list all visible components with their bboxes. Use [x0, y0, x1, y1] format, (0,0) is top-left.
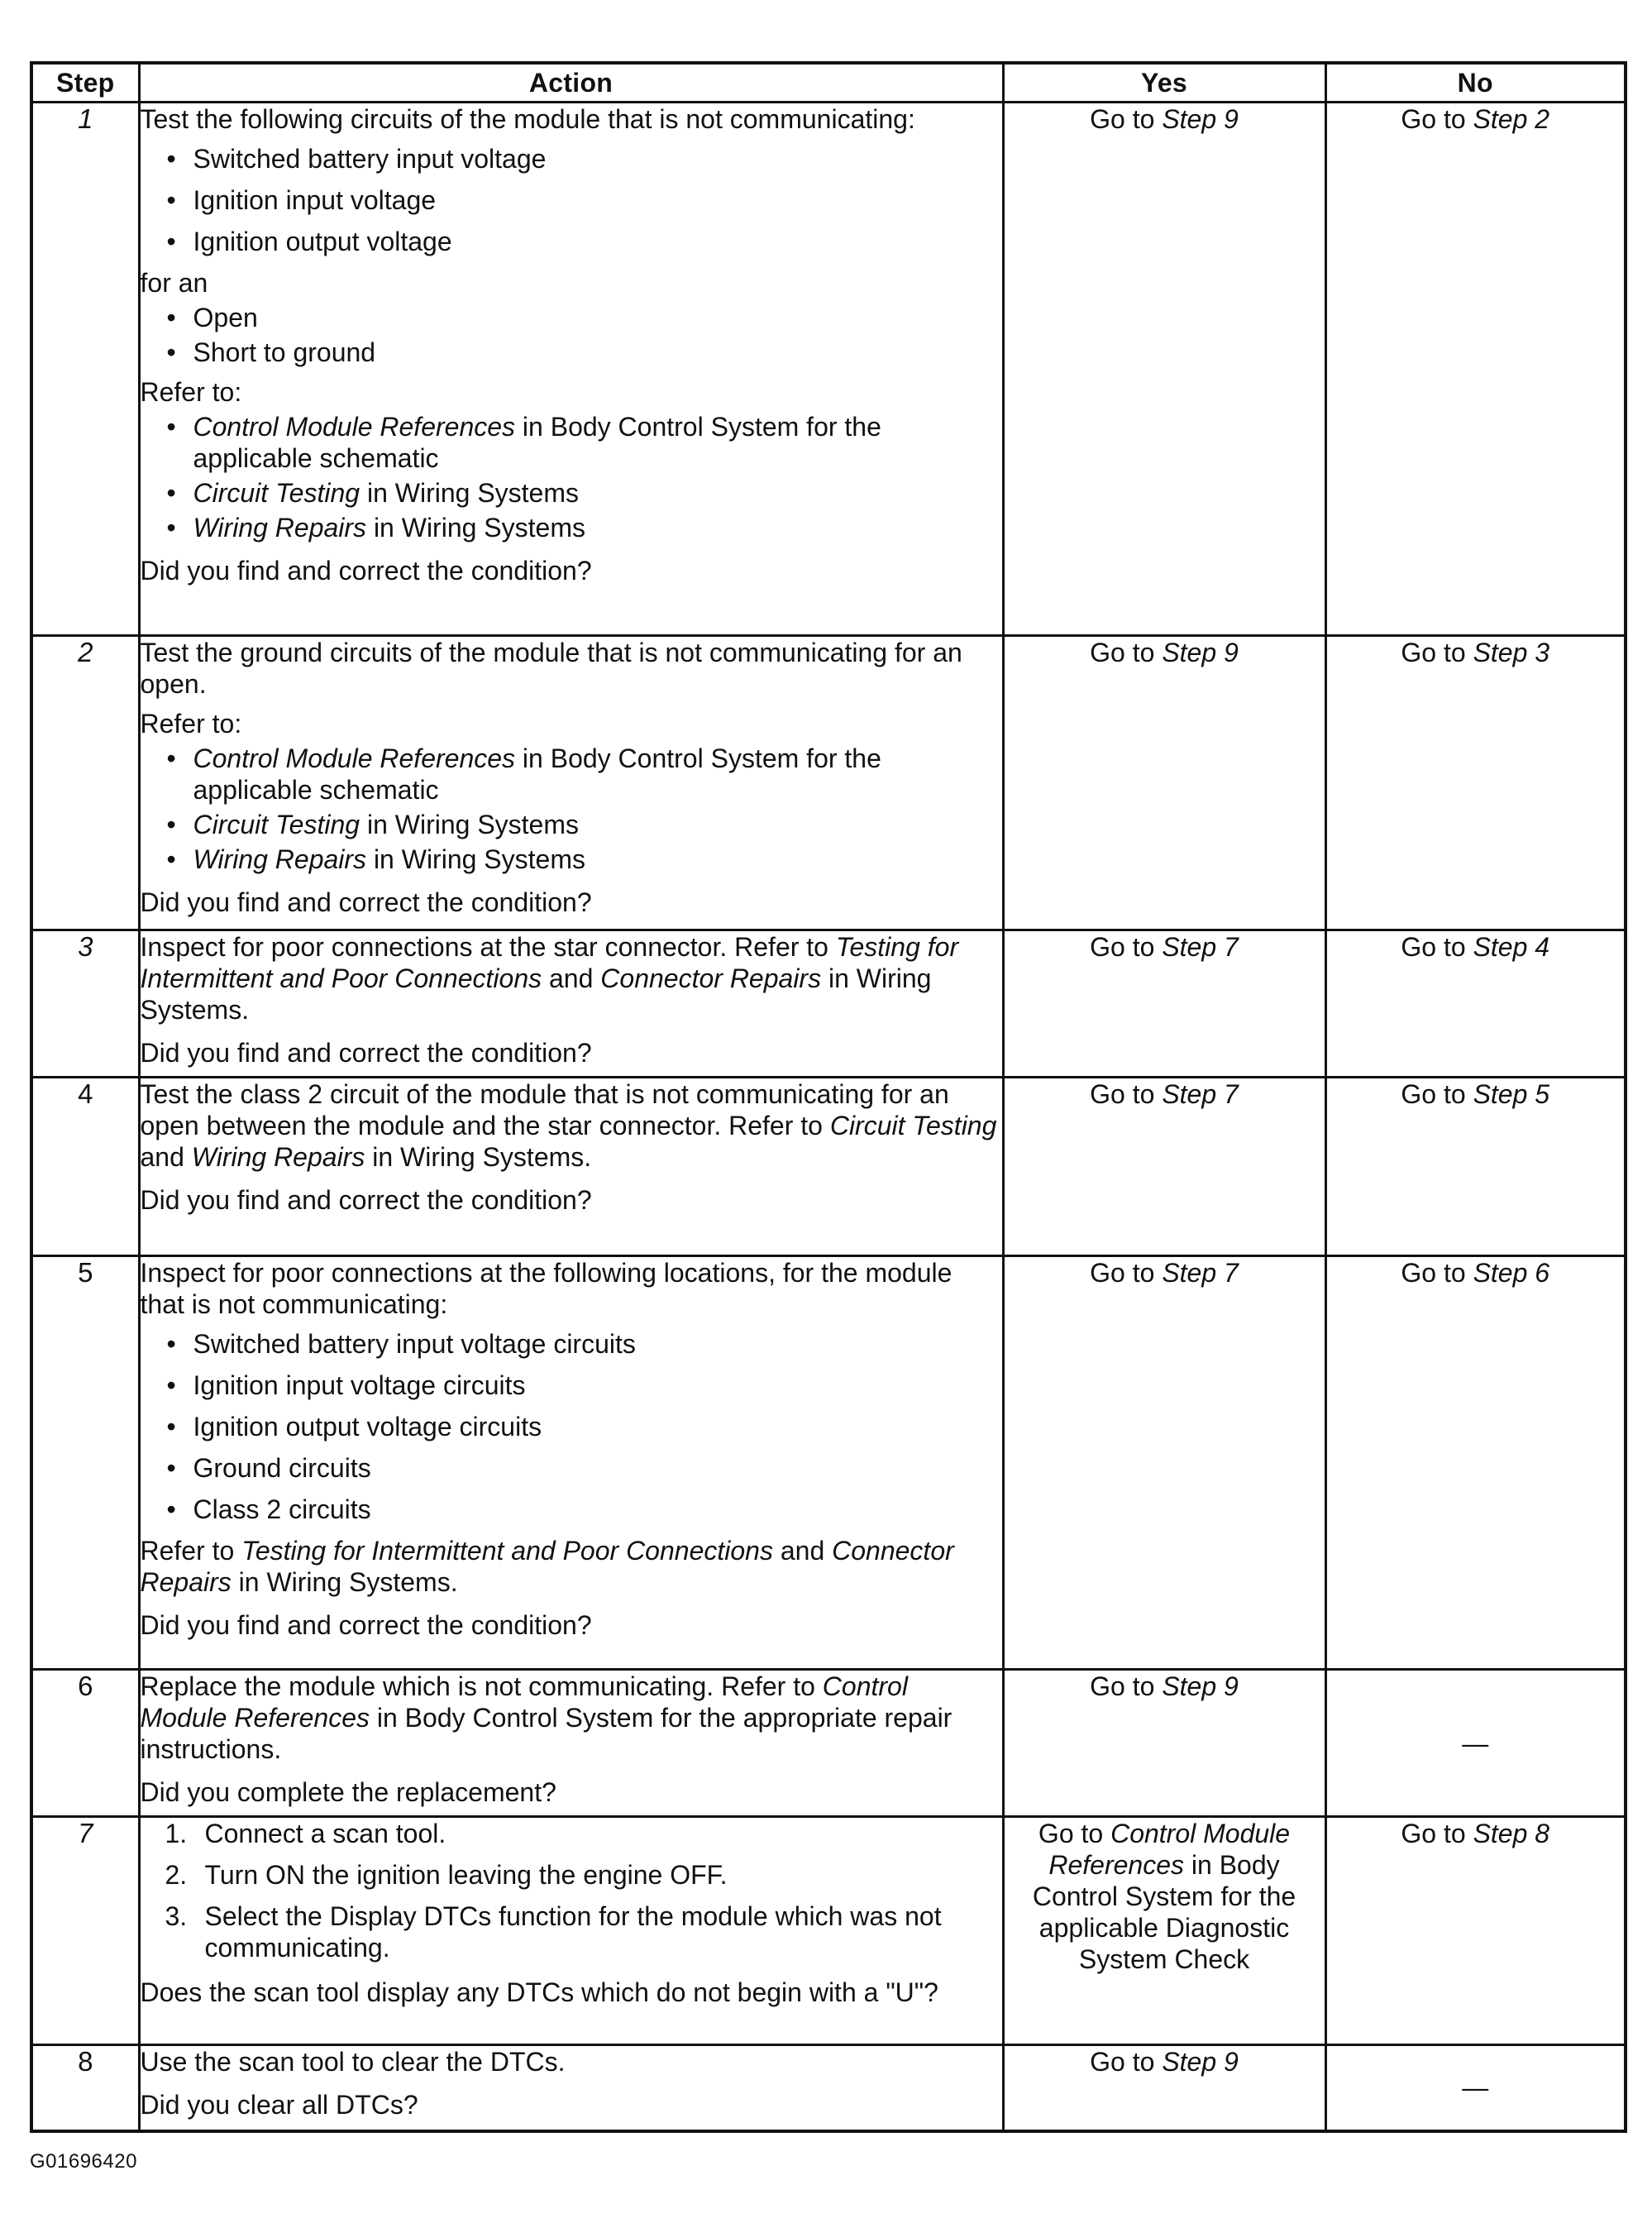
action-cell	[139, 930, 1003, 1078]
header-yes: Yes	[1003, 63, 1325, 103]
step-number: 8	[31, 2045, 139, 2131]
action-question: Did you find and correct the condition?	[140, 1185, 592, 1215]
list-item: 3. Select the Display DTCs function for the module which was not communicating.	[165, 1901, 942, 1963]
header-row	[31, 63, 1626, 103]
step-number: 3	[31, 930, 139, 1078]
header-action: Action	[139, 63, 1003, 103]
yes-result: Go to Step 7	[1003, 1078, 1325, 1256]
list-item: 2. Turn ON the ignition leaving the engine OFF.	[165, 1860, 728, 1890]
table-row	[31, 1670, 1626, 1817]
diagnostic-table-container	[30, 61, 1624, 2133]
no-result: Go to Step 3	[1325, 636, 1626, 930]
list-item: • Switched battery input voltage	[165, 143, 1002, 175]
step-number: 1	[31, 103, 139, 636]
no-result: Go to Step 2	[1325, 103, 1626, 636]
figure-id: G01696420	[30, 2150, 137, 2173]
list-item: • Class 2 circuits	[165, 1494, 1002, 1525]
yes-result: Go to Step 9	[1003, 1670, 1325, 1817]
table-row	[31, 1078, 1626, 1256]
action-text: Test the following circuits of the module that is not communicating:	[140, 104, 915, 134]
step-number: 6	[31, 1670, 139, 1817]
action-text: Refer to:	[140, 377, 242, 407]
yes-result: Go to Step 7	[1003, 1256, 1325, 1670]
reference-item: • Control Module References in Body Control System for the applicable schematic	[165, 743, 1002, 806]
action-text: Replace the module which is not communicating. Refer to Control Module References in Body Control System for the appropriate repair instructions.	[140, 1671, 953, 1764]
dash: —	[1462, 2073, 1489, 2103]
table-row	[31, 636, 1626, 930]
action-cell	[139, 2045, 1003, 2131]
table-row	[31, 2045, 1626, 2131]
list-item: • Short to ground	[165, 337, 1002, 368]
action-text: Inspect for poor connections at the following locations, for the module that is not communicating:	[140, 1258, 953, 1319]
reference-item: • Circuit Testing in Wiring Systems	[165, 477, 1002, 509]
no-result: Go to Step 5	[1325, 1078, 1626, 1256]
yes-result: Go to Control Module References in Body Control System for the applicable Diagnostic System Check	[1003, 1817, 1325, 2045]
reference-item: • Wiring Repairs in Wiring Systems	[165, 512, 1002, 543]
yes-result: Go to Step 9	[1003, 636, 1325, 930]
action-question: Did you find and correct the condition?	[140, 1610, 592, 1640]
action-text: Refer to Testing for Intermittent and Poor Connections and Connector Repairs in Wiring Systems.	[140, 1536, 954, 1597]
action-text: Inspect for poor connections at the star connector. Refer to Testing for Intermittent and Poor Connections and Connector Repairs in Wiring Systems.	[140, 932, 959, 1025]
no-result: Go to Step 8	[1325, 1817, 1626, 2045]
list-item: • Ground circuits	[165, 1452, 1002, 1484]
yes-result: Go to Step 9	[1003, 2045, 1325, 2131]
action-question: Did you find and correct the condition?	[140, 556, 592, 586]
action-cell	[139, 636, 1003, 930]
diagnostic-table	[30, 61, 1627, 2133]
list-item: • Switched battery input voltage circuits	[165, 1328, 1002, 1360]
table-row	[31, 930, 1626, 1078]
header-step: Step	[31, 63, 139, 103]
no-result: Go to Step 4	[1325, 930, 1626, 1078]
action-text: Test the ground circuits of the module that is not communicating for an open.	[140, 638, 962, 699]
action-cell	[139, 103, 1003, 636]
step-number: 5	[31, 1256, 139, 1670]
header-no: No	[1325, 63, 1626, 103]
step-number: 2	[31, 636, 139, 930]
action-question: Did you complete the replacement?	[140, 1777, 556, 1807]
step-number: 4	[31, 1078, 139, 1256]
step-number: 7	[31, 1817, 139, 2045]
action-question: Did you find and correct the condition?	[140, 887, 592, 917]
action-cell	[139, 1670, 1003, 1817]
action-question: Does the scan tool display any DTCs which do not begin with a "U"?	[140, 1977, 938, 2007]
action-text: Refer to:	[140, 709, 242, 739]
reference-item: • Wiring Repairs in Wiring Systems	[165, 844, 1002, 875]
action-cell	[139, 1817, 1003, 2045]
action-cell	[139, 1256, 1003, 1670]
action-cell	[139, 1078, 1003, 1256]
list-item: • Ignition input voltage circuits	[165, 1370, 1002, 1401]
list-item: • Ignition output voltage circuits	[165, 1411, 1002, 1442]
table-row	[31, 1256, 1626, 1670]
reference-item: • Control Module References in Body Control System for the applicable schematic	[165, 411, 1002, 474]
action-text: Test the class 2 circuit of the module that is not communicating for an open between the module and the star connector. Refer to Circuit Testing and Wiring Repairs in Wiring Systems.	[140, 1079, 997, 1172]
no-result	[1325, 2045, 1626, 2131]
table-row	[31, 1817, 1626, 2045]
action-text: for an	[140, 268, 208, 298]
list-item: • Ignition output voltage	[165, 226, 1002, 257]
list-item: • Open	[165, 302, 1002, 333]
no-result	[1325, 1670, 1626, 1817]
action-question: Did you find and correct the condition?	[140, 1038, 592, 1068]
yes-result: Go to Step 9	[1003, 103, 1325, 636]
list-item: • Ignition input voltage	[165, 184, 1002, 216]
action-question: Did you clear all DTCs?	[140, 2090, 418, 2120]
no-result: Go to Step 6	[1325, 1256, 1626, 1670]
reference-item: • Circuit Testing in Wiring Systems	[165, 809, 1002, 840]
yes-result: Go to Step 7	[1003, 930, 1325, 1078]
action-text: Use the scan tool to clear the DTCs.	[140, 2047, 566, 2077]
dash: —	[1462, 1728, 1489, 1758]
list-item: 1. Connect a scan tool.	[165, 1819, 446, 1848]
table-row	[31, 103, 1626, 636]
